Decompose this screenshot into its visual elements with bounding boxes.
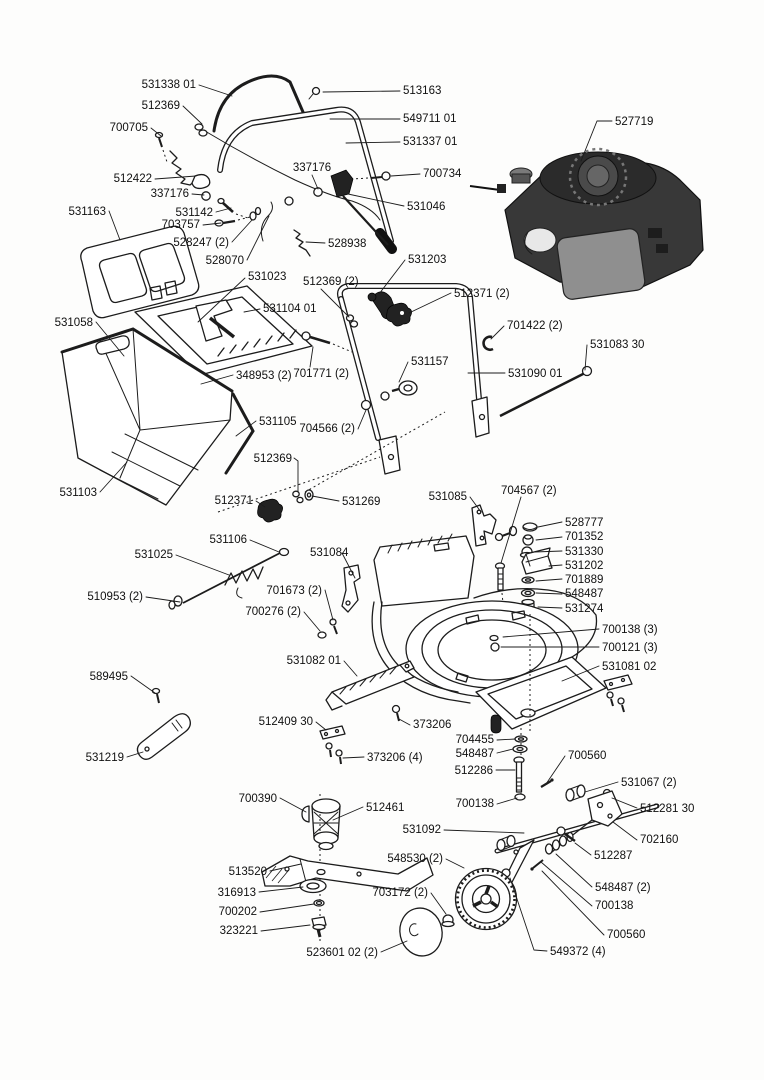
part-label: 548487 (2)	[595, 882, 651, 894]
control-cable-illustration	[169, 549, 289, 610]
part-label: 700560	[568, 750, 607, 762]
leader-line	[391, 174, 420, 176]
leader-line	[176, 555, 229, 575]
leader-line	[497, 739, 515, 740]
part-label: 512409 30	[258, 716, 313, 728]
part-label: 531082 01	[286, 655, 341, 667]
leader-line	[199, 85, 232, 96]
part-label: 549372 (4)	[550, 946, 606, 958]
guard-plate-illustration	[320, 661, 414, 764]
leader-line	[358, 410, 366, 429]
part-label: 700138 (3)	[602, 624, 658, 636]
leader-line	[536, 537, 562, 540]
part-label: 512281 30	[640, 803, 695, 815]
part-label: 701889	[565, 574, 604, 586]
leader-line	[381, 941, 407, 952]
part-label: 701673 (2)	[266, 585, 322, 597]
part-label: 531203	[408, 254, 447, 266]
part-label: 337176	[292, 162, 332, 174]
part-label: 510953 (2)	[87, 591, 143, 603]
leader-line	[536, 593, 562, 594]
part-label: 531330	[565, 546, 604, 558]
part-label: 531085	[428, 491, 467, 503]
leader-line	[250, 540, 279, 552]
part-label: 512371	[214, 495, 253, 507]
leader-line	[232, 220, 252, 242]
part-label: 531058	[54, 317, 93, 329]
part-label: 589495	[89, 671, 128, 683]
leader-line	[306, 242, 325, 243]
part-label: 512461	[366, 802, 405, 814]
leader-line	[444, 830, 524, 833]
leader-line	[260, 904, 314, 912]
part-label: 704567 (2)	[501, 485, 557, 497]
leader-line	[409, 293, 451, 313]
part-label: 512371 (2)	[454, 288, 510, 300]
part-label: 531269	[342, 496, 381, 508]
part-label: 512287	[594, 850, 633, 862]
leader-line	[399, 362, 408, 382]
leader-line	[280, 798, 306, 812]
part-label: 523601 02 (2)	[306, 947, 378, 959]
part-label: 512422	[113, 173, 152, 185]
part-label: 531083 30	[590, 339, 645, 351]
leader-line	[346, 142, 400, 143]
part-label: 704566 (2)	[299, 423, 355, 435]
leader-line	[325, 590, 333, 620]
part-label: 531103	[59, 487, 97, 499]
part-label: 700138	[455, 798, 494, 810]
leader-line	[216, 208, 231, 212]
part-label: 700734	[423, 168, 462, 180]
part-label: 528777	[565, 517, 604, 529]
part-label: 531163	[68, 206, 106, 218]
leader-line	[399, 719, 410, 725]
leader-line	[310, 347, 313, 367]
leader-line	[541, 862, 592, 906]
leader-line	[538, 522, 562, 527]
part-label: 549711 01	[403, 113, 457, 125]
leader-line	[312, 175, 318, 189]
part-label: 531337 01	[403, 136, 458, 148]
part-label: 700202	[218, 906, 257, 918]
leader-line	[575, 843, 591, 855]
part-label: 704455	[455, 734, 494, 746]
grip-illustration	[137, 689, 190, 760]
part-label: 531025	[134, 549, 173, 561]
illustration-linework	[62, 76, 703, 960]
leader-line	[109, 211, 120, 240]
part-label: 512369	[141, 100, 180, 112]
part-label: 700705	[109, 122, 148, 134]
part-label: 373206 (4)	[367, 752, 423, 764]
engine-illustration	[470, 149, 703, 300]
leader-line	[538, 607, 562, 608]
part-label: 373206	[413, 719, 452, 731]
part-label: 531067 (2)	[621, 777, 677, 789]
part-label: 513163	[403, 85, 442, 97]
part-label: 323221	[219, 925, 258, 937]
part-label: 512369 (2)	[303, 276, 359, 288]
part-label: 700121 (3)	[602, 642, 658, 654]
fastener-column-illustration	[521, 523, 553, 614]
leader-line	[312, 496, 339, 501]
leader-line	[546, 756, 565, 784]
part-label: 337176	[150, 188, 189, 200]
part-label: 513520	[228, 866, 267, 878]
leader-line	[431, 893, 446, 914]
part-label: 527719	[615, 116, 654, 128]
leader-line	[304, 612, 320, 631]
part-label: 531090 01	[508, 368, 563, 380]
leader-line	[261, 925, 310, 931]
part-label: 548487	[455, 748, 494, 760]
part-label: 531202	[565, 560, 604, 572]
leader-line	[585, 782, 618, 792]
part-label: 512369	[253, 453, 292, 465]
leader-line	[344, 661, 357, 676]
leader-line	[446, 859, 464, 868]
leader-line	[294, 458, 298, 492]
part-label: 528070	[205, 255, 244, 267]
part-label: 548530 (2)	[387, 853, 443, 865]
leader-line	[259, 887, 303, 892]
part-label: 703172 (2)	[372, 887, 428, 899]
leader-line	[155, 176, 196, 179]
part-label: 531157	[411, 356, 449, 368]
part-label: 528247 (2)	[173, 237, 229, 249]
leader-line	[497, 749, 513, 753]
leader-line	[491, 326, 504, 339]
leader-line	[323, 91, 400, 92]
part-label: 701422 (2)	[507, 320, 563, 332]
part-label: 531023	[248, 271, 287, 283]
leader-line	[131, 676, 155, 693]
leader-line	[247, 216, 269, 260]
part-label: 528938	[328, 238, 367, 250]
part-label: 531081 02	[602, 661, 657, 673]
leader-line	[536, 579, 562, 581]
leader-line	[613, 822, 637, 840]
part-label: 348953 (2)	[236, 370, 292, 382]
leader-line	[183, 106, 202, 124]
part-label: 548487	[565, 588, 604, 600]
part-label: 531142	[175, 207, 213, 219]
leader-line	[316, 722, 326, 730]
part-label: 531105	[259, 416, 297, 428]
part-label: 701771 (2)	[293, 368, 349, 380]
part-label: 531046	[407, 201, 446, 213]
part-label: 531084	[310, 547, 349, 559]
center-stack-illustration	[513, 728, 554, 802]
part-label: 531338 01	[141, 79, 196, 91]
leader-line	[343, 757, 364, 758]
part-label: 531092	[402, 824, 441, 836]
part-label: 700138	[595, 900, 634, 912]
part-label: 512286	[454, 765, 493, 777]
part-label: 700560	[607, 929, 646, 941]
leader-line	[501, 497, 521, 563]
part-label: 702160	[640, 834, 679, 846]
part-label: 701352	[565, 531, 604, 543]
part-label: 703757	[161, 219, 200, 231]
part-label: 700276 (2)	[245, 606, 301, 618]
part-label: 531219	[85, 752, 124, 764]
part-label: 531104 01	[263, 303, 317, 315]
leader-line	[556, 854, 592, 887]
leader-line	[497, 798, 517, 804]
part-label: 531106	[209, 534, 247, 546]
leader-line	[510, 878, 547, 951]
axle-assembly-illustration	[497, 785, 657, 893]
part-label: 700390	[238, 793, 277, 805]
part-label: 316913	[217, 887, 256, 899]
part-label: 531274	[565, 603, 604, 615]
